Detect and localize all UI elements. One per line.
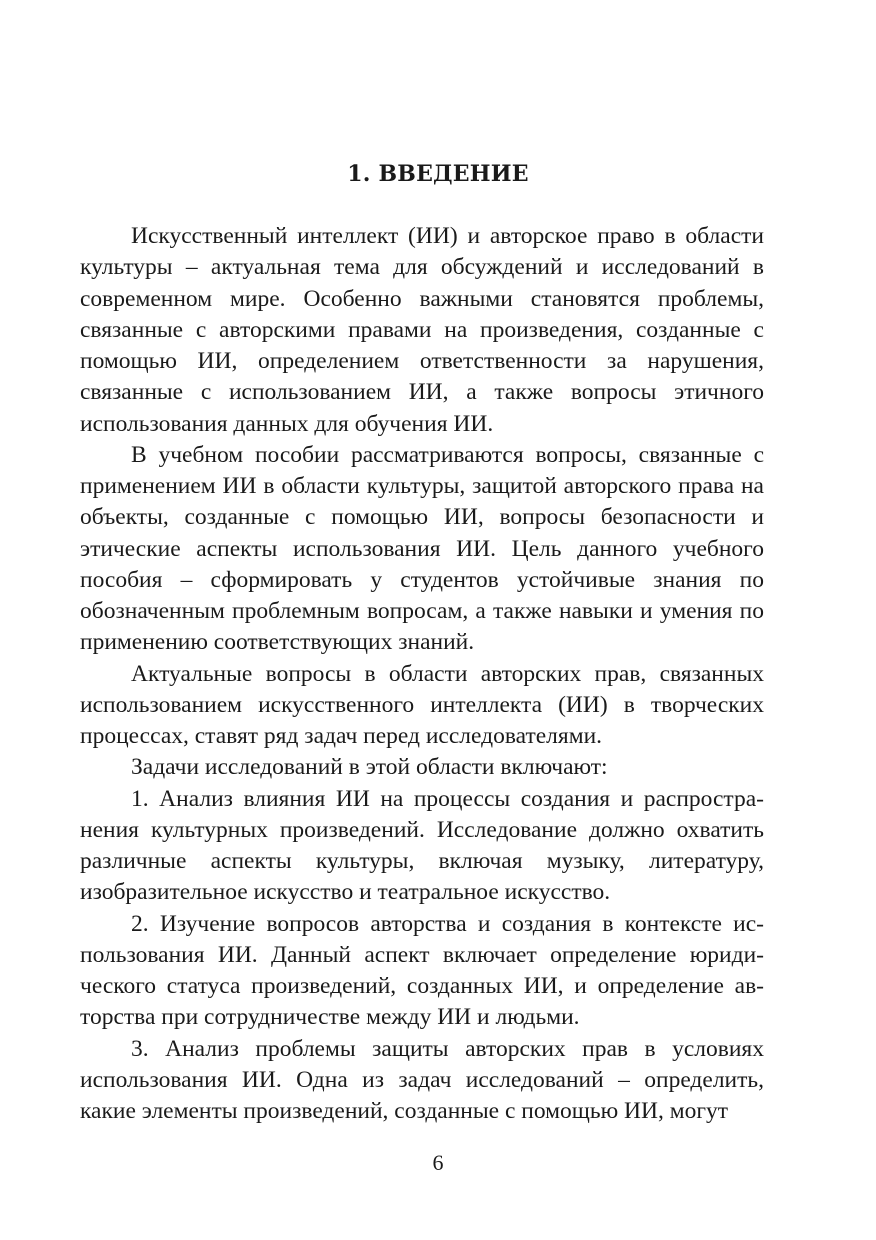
list-item-task-1: 1. Анализ влияния ИИ на процессы создания и распространения культурных произведений. Исследование должно охватить различные аспекты культуры, включая музыку, литературу, изобразительное искусство и театральное искусство. — [80, 785, 764, 906]
paragraph-tasks-intro: Задачи исследований в этой области включают: — [131, 754, 608, 781]
paragraph-intro: Искусственный интеллект (ИИ) и авторское право в области культуры – актуальная тема для обсуждений и исследований в современном мире. Особенно важными становятся проблемы, связанные с авторскими правами на произведения, созданные с помощью ИИ, определением ответственности за нарушения, связанные с использованием ИИ, а также вопросы этичного использования данных для обучения ИИ. — [80, 223, 764, 437]
chapter-title: 1. ВВЕДЕНИЕ — [347, 160, 529, 187]
paragraph-textbook-purpose: В учебном пособии рассматриваются вопросы, связанные с применением ИИ в области культуры, защитой авторского права на объекты, созданные с помощью ИИ, вопросы безопасности и этические аспекты использования ИИ. Цель данного учебного пособия – сформировать у студентов устойчивые знания по обозначенным проблемным вопросам, а также навыки и умения по применению соответствующих знаний. — [80, 441, 764, 656]
list-item-task-3: 3. Анализ проблемы защиты авторских прав в условиях использования ИИ. Одна из задач исследований – определить, какие элементы произведений, созданные с помощью ИИ, могут — [80, 1035, 764, 1124]
body-text — [80, 221, 764, 1127]
paragraph-actual-questions: Актуальные вопросы в области авторских прав, связанных использованием искусственного интеллекта (ИИ) в творческих процессах, ставят ряд задач перед исследователями. — [80, 660, 764, 749]
list-item-task-2: 2. Изучение вопросов авторства и создания в контексте использования ИИ. Данный аспект включает определение юридического статуса произведений, созданных ИИ, и определение авторства при сотрудничестве между ИИ и людьми. — [80, 910, 764, 1031]
page-number: 6 — [432, 1150, 444, 1175]
